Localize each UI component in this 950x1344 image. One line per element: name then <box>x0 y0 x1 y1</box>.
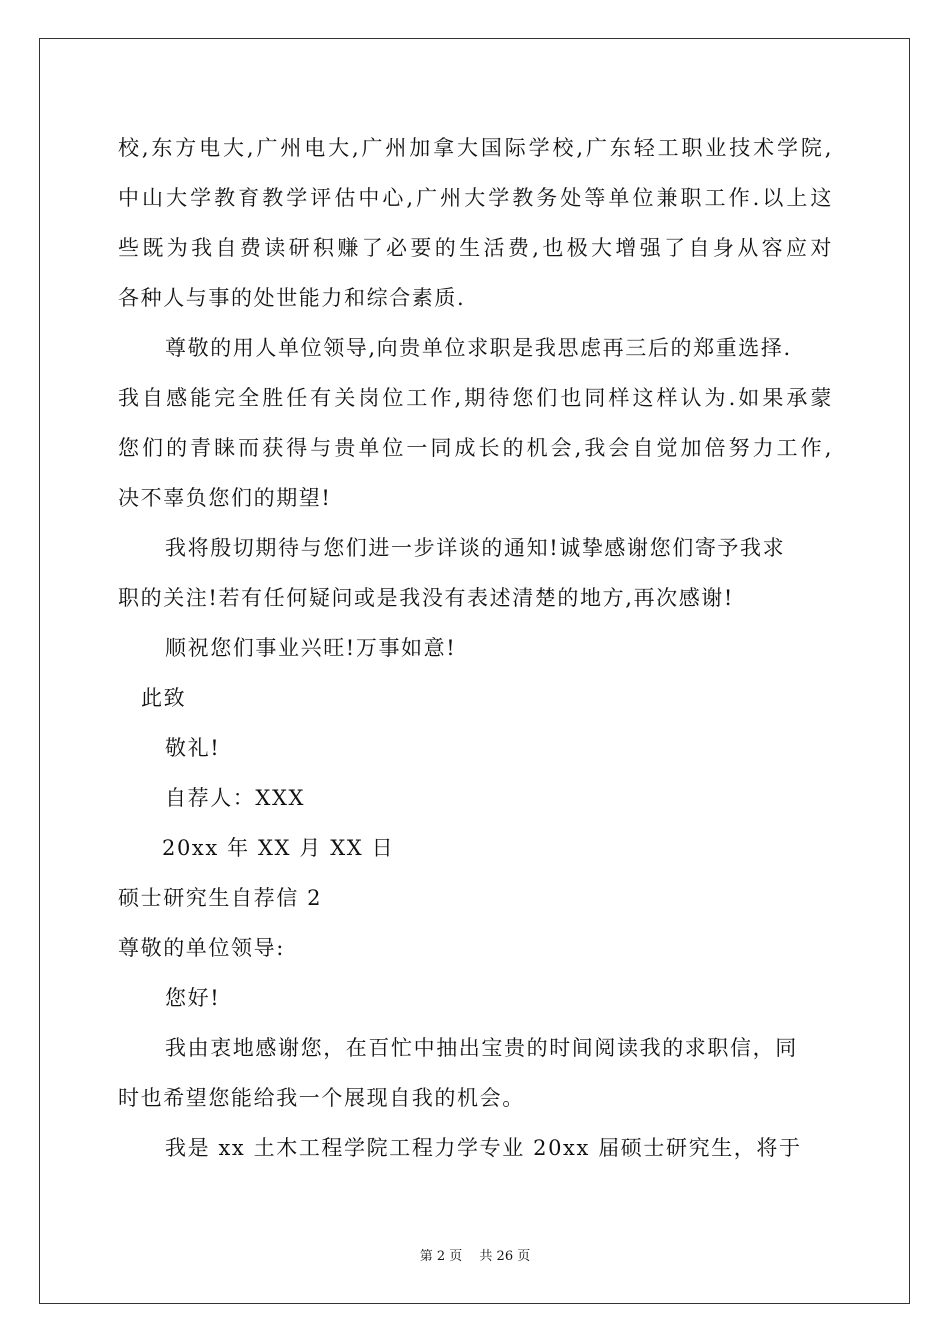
body-line-7: 您们的青睐而获得与贵单位一同成长的机会,我会自觉加倍努力工作, <box>118 436 833 460</box>
body-line-4: 各种人与事的处世能力和综合素质. <box>118 286 466 310</box>
body-line-10: 职的关注!若有任何疑问或是我没有表述清楚的地方,再次感谢! <box>118 586 734 610</box>
body-line-13: 我是 xx 土木工程学院工程力学专业 20xx 届硕士研究生，将于 <box>165 1136 802 1160</box>
body-line-1: 校,东方电大,广州电大,广州加拿大国际学校,广东轻工职业技术学院, <box>118 136 833 160</box>
body-line-6: 我自感能完全胜任有关岗位工作,期待您们也同样这样认为.如果承蒙 <box>118 386 833 410</box>
body-line-2: 中山大学教育教学评估中心,广州大学教务处等单位兼职工作.以上这 <box>118 186 833 210</box>
closing-jingli: 敬礼! <box>165 736 221 760</box>
body-line-11: 我由衷地感谢您，在百忙中抽出宝贵的时间阅读我的求职信，同 <box>165 1036 798 1060</box>
signature-name: 自荐人：XXX <box>165 786 306 810</box>
page-number-footer: 第 2 页 共 26 页 <box>419 1249 531 1264</box>
body-line-5: 尊敬的用人单位领导,向贵单位求职是我思虑再三后的郑重选择. <box>165 336 792 360</box>
body-line-9: 我将殷切期待与您们进一步详谈的通知!诚挚感谢您们寄予我求 <box>165 536 786 560</box>
body-line-3: 些既为我自费读研积赚了必要的生活费,也极大增强了自身从容应对 <box>118 236 833 260</box>
page-border <box>39 38 910 1304</box>
closing-wishes: 顺祝您们事业兴旺!万事如意! <box>165 636 457 660</box>
body-line-8: 决不辜负您们的期望! <box>118 486 332 510</box>
greeting: 您好! <box>165 986 221 1010</box>
body-line-12: 时也希望您能给我一个展现自我的机会。 <box>118 1086 525 1110</box>
section-title: 硕士研究生自荐信 2 <box>118 886 323 910</box>
closing-cizhi: 此致 <box>141 686 187 710</box>
salutation: 尊敬的单位领导: <box>118 936 285 960</box>
signature-date: 20xx 年 XX 月 XX 日 <box>162 836 395 860</box>
